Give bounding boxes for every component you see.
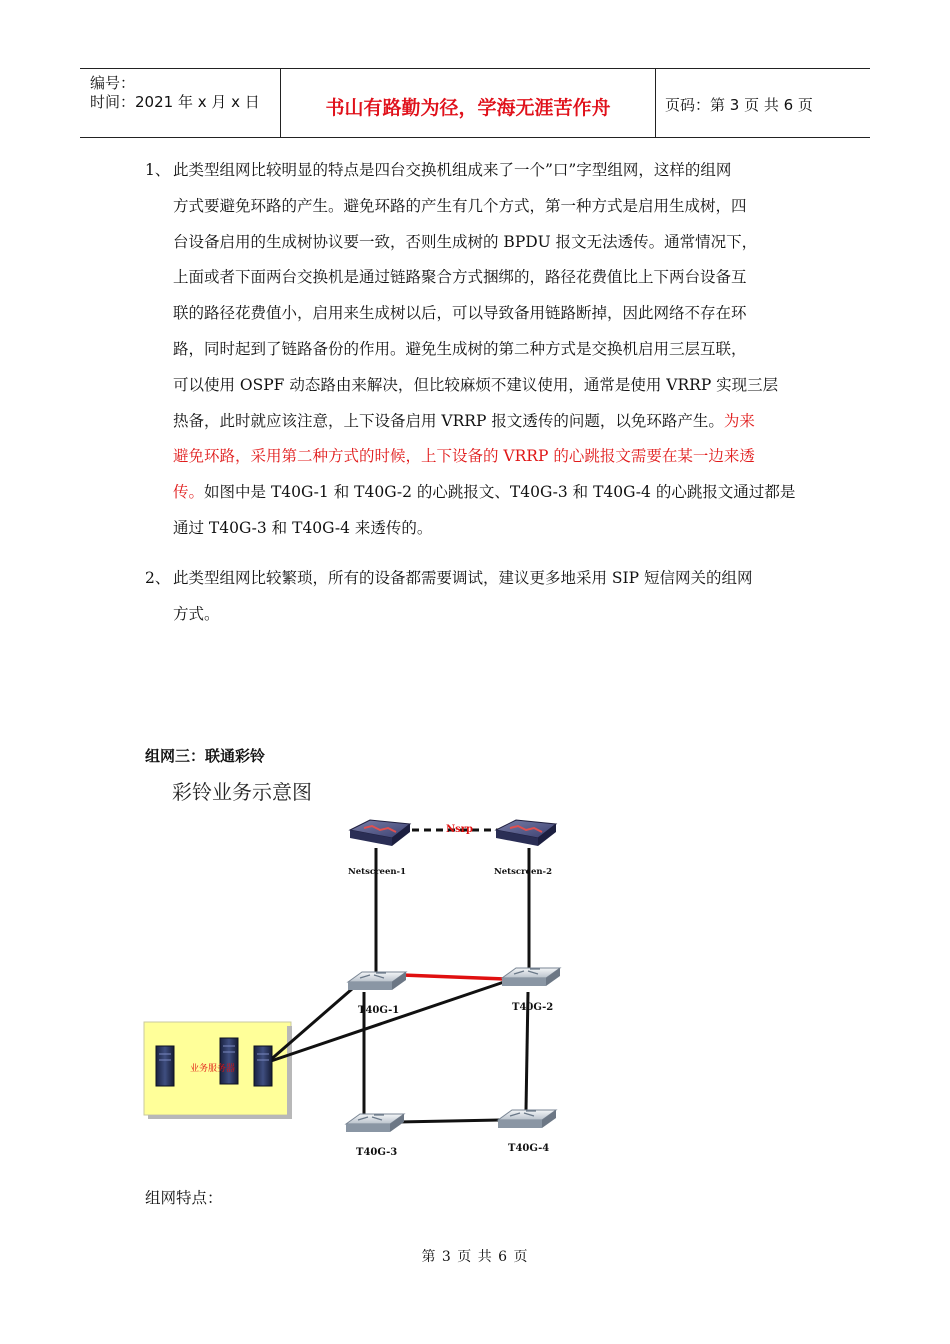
paragraph-line: 此类型组网比较繁琐，所有的设备都需要调试，建议更多地采用 SIP 短信网关的组网 xyxy=(173,569,753,587)
switch-t40g-4 xyxy=(498,1110,556,1128)
switch-t40g-1 xyxy=(348,972,406,990)
paragraph-line: 联的路径花费值小，启用来生成树以后，可以导致备用链路断掉，因此网络不存在环 xyxy=(173,304,747,323)
diagram-title: 彩铃业务示意图 xyxy=(172,780,312,804)
highlight-line: 避免环路，采用第二种方式的时候，上下设备的 VRRP 的心跳报文需要在某一边来透 xyxy=(173,447,755,466)
paragraph-line: 通过 T40G-3 和 T40G-4 来透传的。 xyxy=(173,518,433,537)
paragraph-line: 台设备启用的生成树协议要一致，否则生成树的 BPDU 报文无法透传。通常情况下， xyxy=(173,232,758,251)
paragraph-line: 方式。 xyxy=(173,604,220,623)
link-sw1-sw2 xyxy=(402,975,505,979)
nsrp-label: Nsrp xyxy=(446,824,474,835)
features-label: 组网特点： xyxy=(145,1189,223,1207)
server-icon xyxy=(254,1046,272,1086)
header-page-cell xyxy=(655,69,870,137)
header-motto-cell xyxy=(280,69,656,137)
paragraph-line: 可以使用 OSPF 动态路由来解决，但比较麻烦不建议使用，通常是使用 VRRP 实现三层 xyxy=(173,375,779,394)
paragraph-line: 路，同时起到了链路备份的作用。避免生成树的第二种方式是交换机启用三层互联， xyxy=(173,339,747,358)
switch3-label: T40G-3 xyxy=(356,1147,398,1158)
network-diagram xyxy=(140,770,600,1170)
paragraph-number: 1、 xyxy=(145,161,171,179)
paragraph-line: 此类型组网比较明显的特点是四台交换机组成来了一个”口”字型组网，这样的组网 xyxy=(173,161,732,179)
paragraph-line: 上面或者下面两台交换机是通过链路聚合方式捆绑的，路径花费值比上下两台设备互 xyxy=(173,268,747,287)
switch1-label: T40G-1 xyxy=(358,1005,400,1016)
firewall-netscreen-2 xyxy=(496,820,556,846)
switch-t40g-3 xyxy=(346,1114,404,1132)
paragraph-2 xyxy=(145,561,815,633)
paragraph-line xyxy=(173,404,815,440)
server-icon xyxy=(156,1046,174,1086)
header-meta xyxy=(80,69,280,137)
motto: 书山有路勤为径，学海无涯苦作舟 xyxy=(325,97,611,119)
highlight-text: 传。 xyxy=(173,483,205,502)
serial-label: 编号： xyxy=(90,74,136,92)
server-group-label: 业务服务器 xyxy=(190,1064,236,1074)
link-server-sw2 xyxy=(268,982,504,1062)
switch-t40g-2 xyxy=(502,968,560,986)
line-text: 如图中是 T40G-1 和 T40G-2 的心跳报文、T40G-3 和 T40G-4 的心跳报文通过都是 xyxy=(204,483,796,502)
link-sw3-sw4 xyxy=(398,1120,500,1122)
paragraph-number: 2、 xyxy=(145,569,171,587)
highlight-text: 为来 xyxy=(723,411,755,430)
paragraph-line xyxy=(173,475,815,511)
page-header xyxy=(80,68,870,138)
server-icon xyxy=(220,1038,238,1084)
page-label: 页码：第 3 页 共 6 页 xyxy=(665,96,813,114)
firewall-netscreen-1 xyxy=(350,820,410,846)
page-footer: 第 3 页 共 6 页 xyxy=(421,1249,529,1265)
line-text: 热备，此时就应该注意，上下设备启用 VRRP 报文透传的问题，以免环路产生。 xyxy=(173,411,724,430)
firewall2-label: Netscreen-2 xyxy=(494,867,552,877)
server-group-shadow xyxy=(148,1115,292,1119)
switch2-label: T40G-2 xyxy=(512,1002,554,1013)
date-label: 时间：2021 年 x 月 x 日 xyxy=(90,93,260,111)
paragraph-1 xyxy=(145,153,815,547)
diagram-canvas xyxy=(140,770,600,1170)
switch4-label: T40G-4 xyxy=(508,1143,550,1154)
firewall1-label: Netscreen-1 xyxy=(348,867,406,877)
paragraph-line: 方式要避免环路的产生。避免环路的产生有几个方式，第一种方式是启用生成树，四 xyxy=(173,196,747,215)
section-title: 组网三：联通彩铃 xyxy=(145,747,266,765)
